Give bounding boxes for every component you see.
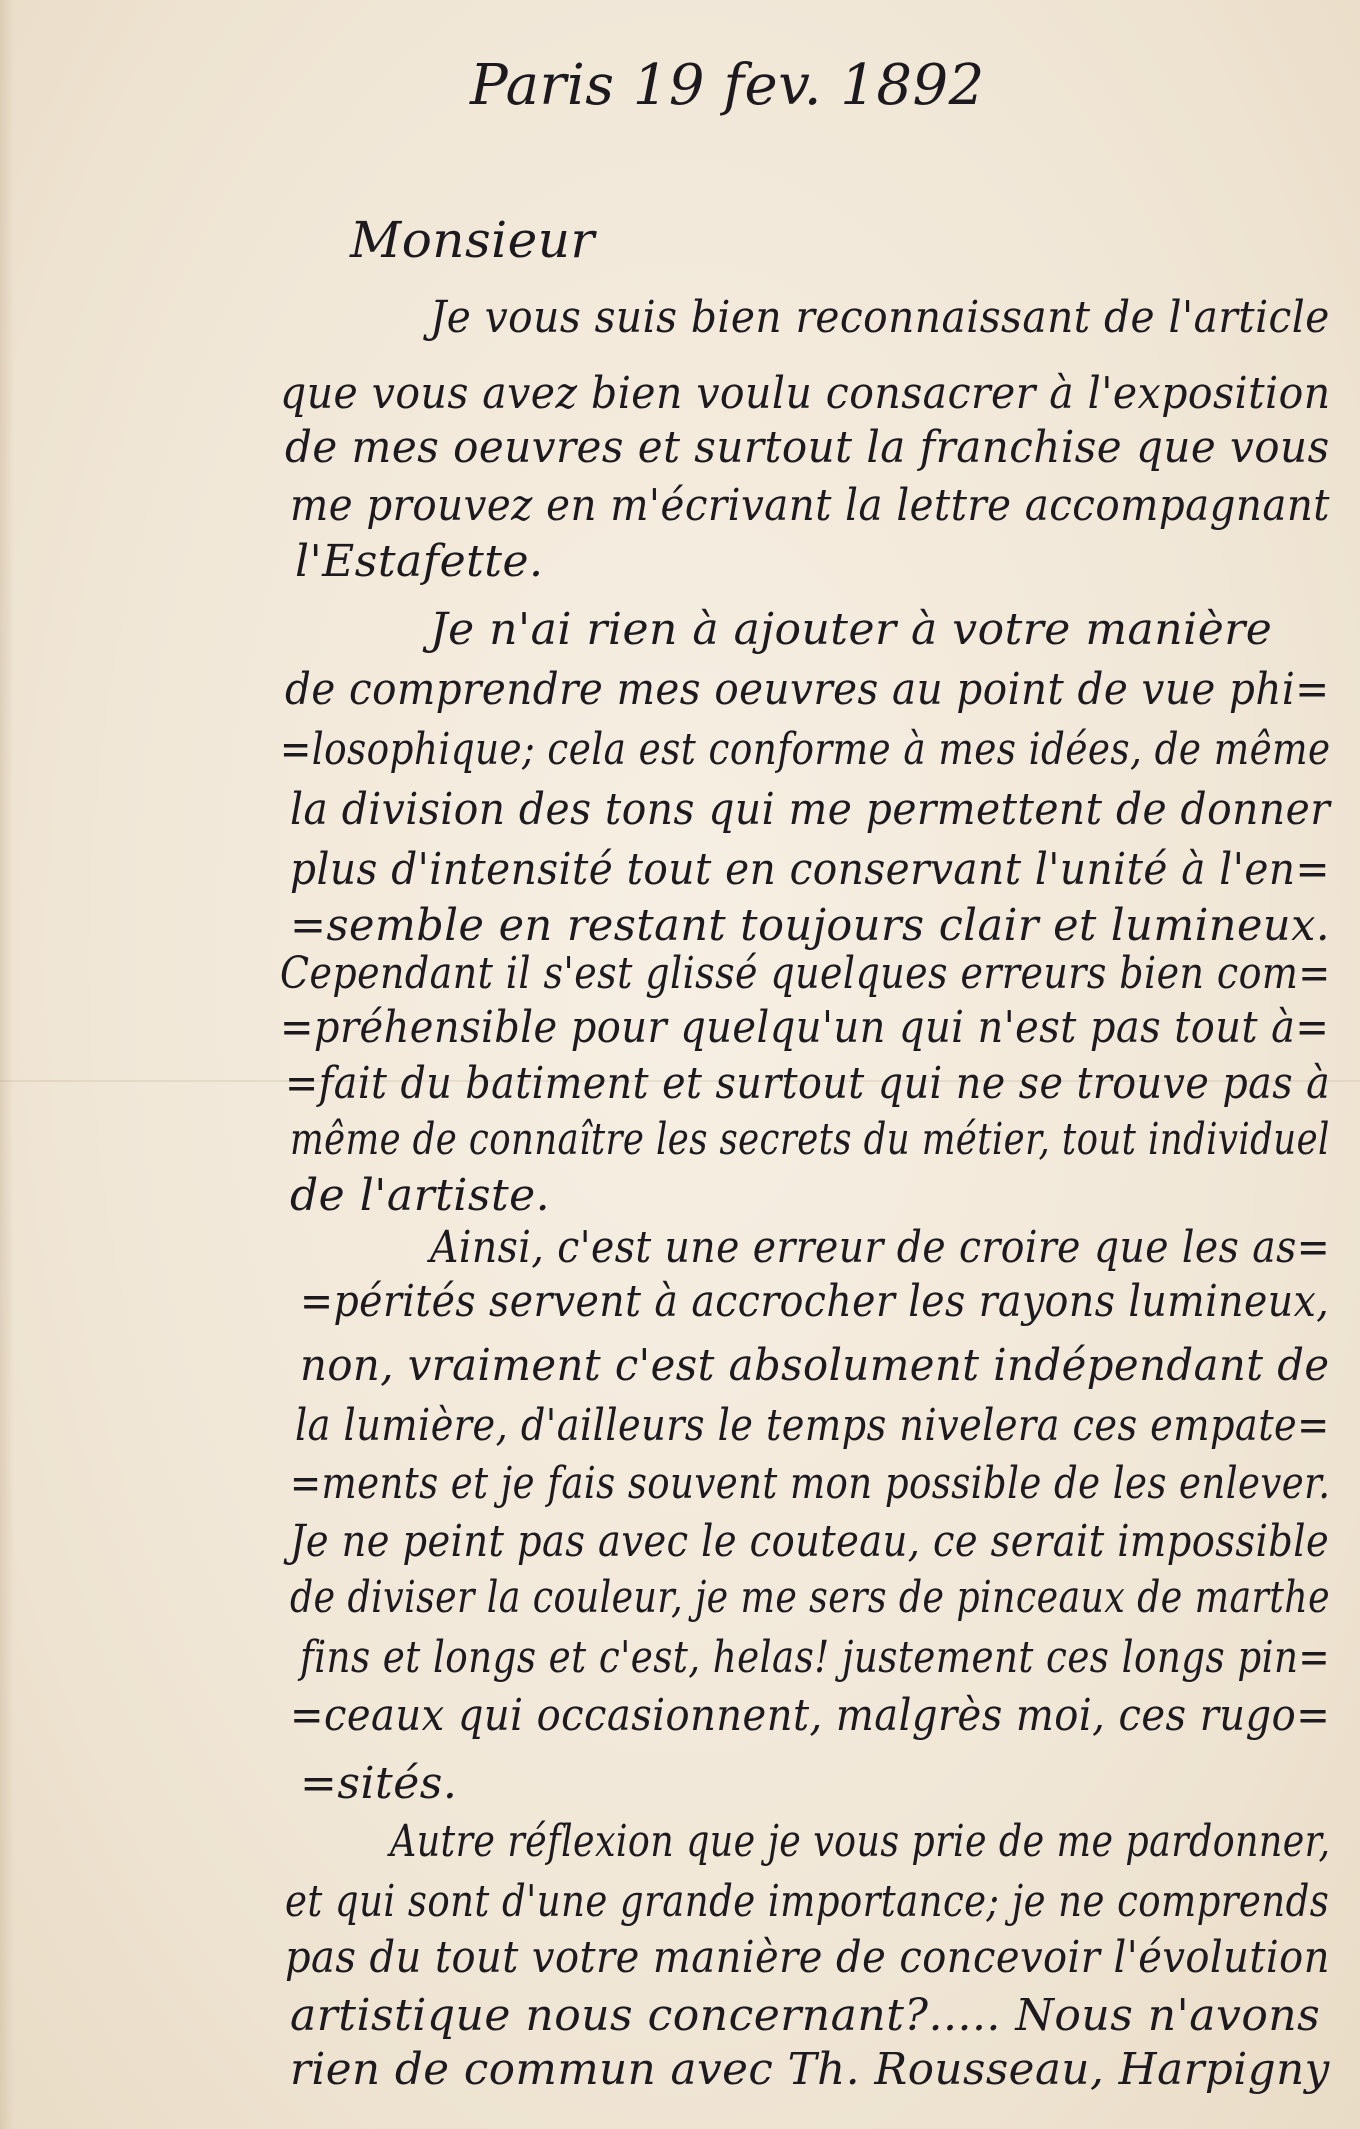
- letter-line: de comprendre mes oeuvres au point de vue phi=: [285, 664, 1330, 715]
- letter-line: =ceaux qui occasionnent, malgrès moi, ces rugo=: [290, 1690, 1331, 1741]
- letter-line: même de connaître les secrets du métier, tout individuel: [290, 1114, 1330, 1165]
- letter-line: Je vous suis bien reconnaissant de l'article: [430, 292, 1330, 343]
- letter-line: la division des tons qui me permettent de donner: [290, 784, 1331, 835]
- letter-line: Je n'ai rien à ajouter à votre manière: [430, 604, 1273, 655]
- letter-line: Je ne peint pas avec le couteau, ce serait impossible: [290, 1516, 1330, 1567]
- letter-line: plus d'intensité tout en conservant l'unité à l'en=: [290, 844, 1330, 895]
- letter-line: non, vraiment c'est absolument indépendant de: [300, 1340, 1330, 1391]
- letter-date: Paris 19 fev. 1892: [470, 53, 985, 118]
- letter-line: =losophique; cela est conforme à mes idées, de même: [280, 724, 1331, 775]
- letter-line: de l'artiste.: [290, 1170, 551, 1221]
- letter-line: Cependant il s'est glissé quelques erreurs bien com=: [280, 948, 1331, 999]
- letter-line: rien de commun avec Th. Rousseau, Harpigny: [290, 2044, 1330, 2095]
- letter-line: pas du tout votre manière de concevoir l'évolution: [285, 1932, 1330, 1983]
- letter-line: de mes oeuvres et surtout la franchise que vous: [285, 422, 1330, 473]
- letter-line: et qui sont d'une grande importance; je ne comprends: [285, 1876, 1330, 1927]
- letter-line: fins et longs et c'est, helas! justement ces longs pin=: [300, 1632, 1331, 1683]
- letter-line: la lumière, d'ailleurs le temps nivelera ces empate=: [295, 1400, 1330, 1451]
- letter-line: de diviser la couleur, je me sers de pinceaux de marthe: [290, 1572, 1330, 1623]
- letter-line: =ments et je fais souvent mon possible de les enlever.: [290, 1458, 1331, 1509]
- letter-line: =fait du batiment et surtout qui ne se trouve pas à: [285, 1058, 1331, 1109]
- letter-line: =sités.: [300, 1758, 458, 1809]
- letter-line: l'Estafette.: [295, 536, 544, 587]
- letter-line: artistique nous concernant?..... Nous n'avons: [290, 1990, 1321, 2041]
- letter-line: que vous avez bien voulu consacrer à l'exposition: [280, 368, 1331, 419]
- letter-line: me prouvez en m'écrivant la lettre accompagnant: [290, 480, 1330, 531]
- letter-line: Ainsi, c'est une erreur de croire que les as=: [430, 1222, 1331, 1273]
- letter-line: =semble en restant toujours clair et lumineux.: [290, 900, 1330, 951]
- letter-line: Autre réflexion que je vous prie de me pardonner,: [390, 1816, 1331, 1867]
- letter-salutation: Monsieur: [350, 211, 595, 269]
- letter-line: =pérités servent à accrocher les rayons lumineux,: [300, 1276, 1330, 1327]
- letter-line: =préhensible pour quelqu'un qui n'est pas tout à=: [280, 1002, 1330, 1053]
